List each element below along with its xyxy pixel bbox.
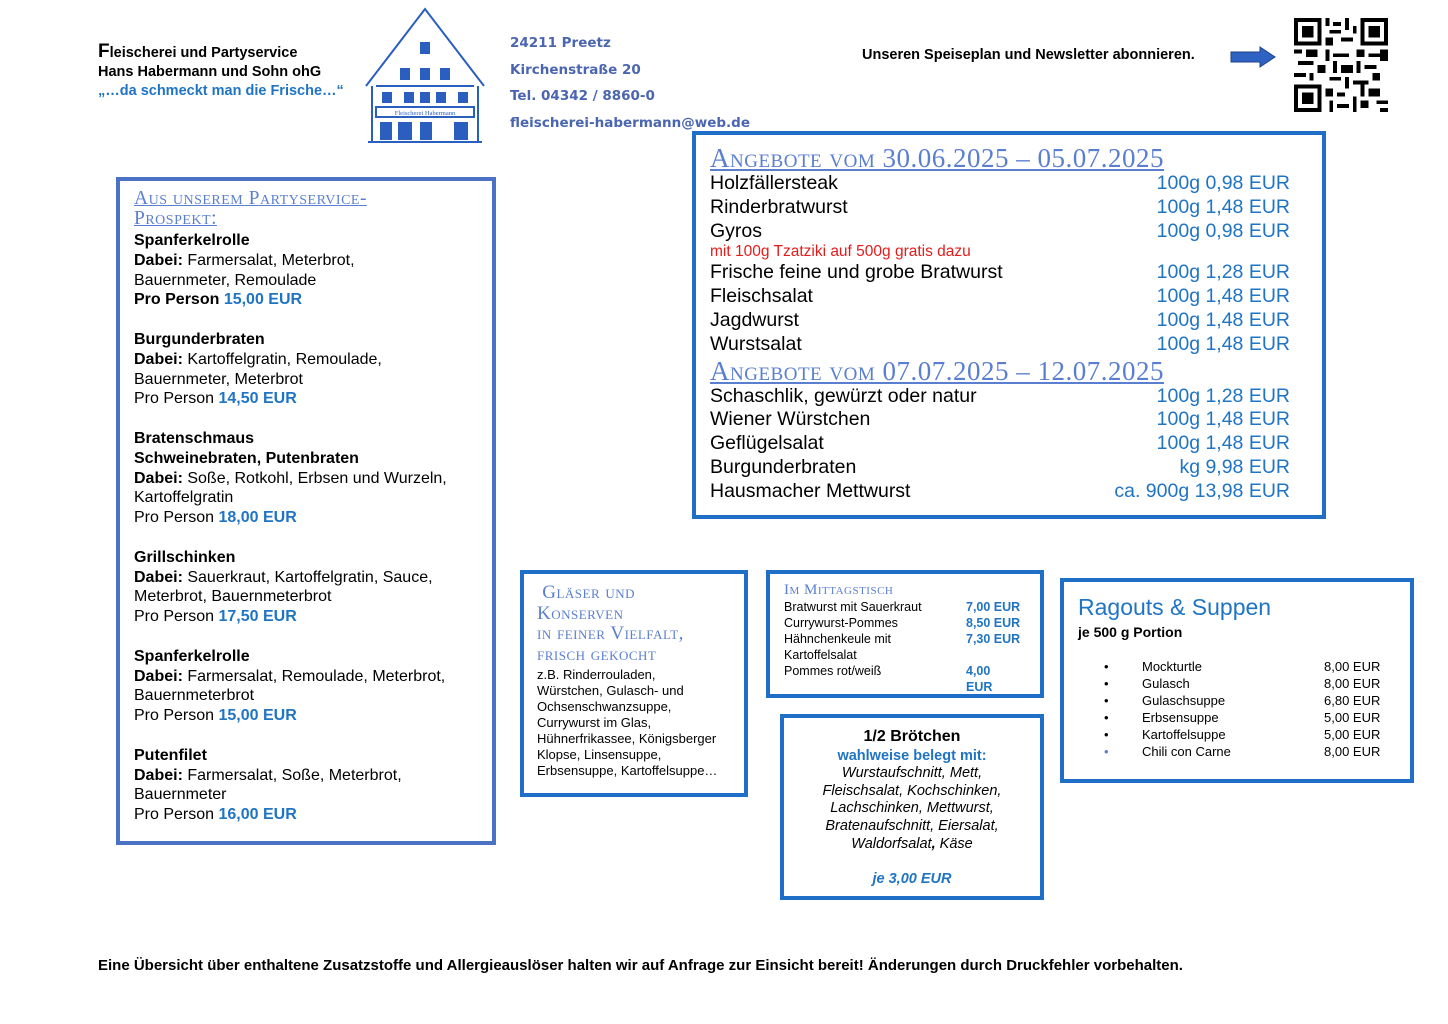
party-item — [134, 647, 484, 726]
offer-row — [710, 480, 1290, 504]
party-dabei-text: Kartoffelgratin, Remoulade, — [182, 350, 382, 368]
party-dabei-text: Soße, Rotkohl, Erbsen und Wurzeln, — [182, 469, 447, 487]
offer-price: 100g 1,48 EUR — [1156, 332, 1290, 355]
mittag-name: Bratwurst mit Sauerkraut — [784, 600, 922, 614]
mittag-row — [784, 615, 1034, 631]
offer-price: 100g 1,48 EUR — [1156, 408, 1290, 431]
offer-price: 100g 0,98 EUR — [1156, 219, 1290, 242]
party-service-box — [116, 177, 496, 845]
party-item — [134, 746, 484, 825]
party-item-name: Putenfilet — [134, 746, 207, 764]
party-item-price: 15,00 EUR — [223, 291, 303, 309]
offers-week1-list — [710, 172, 1290, 243]
ragout-row — [1104, 726, 1394, 743]
party-item — [134, 548, 484, 627]
offer-name: Schaschlik, gewürzt oder natur — [710, 384, 977, 407]
glaeser-text-line: Hühnerfrikassee, Königsberger — [537, 731, 717, 746]
mittag-row — [784, 599, 1034, 615]
party-dabei-text: Farmersalat, Meterbrot, — [182, 251, 355, 269]
party-item-list — [134, 231, 484, 825]
party-item — [134, 429, 484, 528]
party-dabei-label: Dabei: — [134, 350, 183, 368]
ragout-price: 8,00 EUR — [1324, 659, 1381, 674]
mittag-price: 4,00 — [966, 664, 991, 678]
ragout-name: Kartoffelsuppe — [1142, 727, 1226, 742]
shop-sign: Fleischerei Habermann — [394, 110, 456, 117]
mittag-name: Pommes rot/weiß — [784, 664, 882, 678]
glaeser-text-line: z.B. Rinderrouladen, — [537, 667, 656, 682]
contact-zip: 24211 Preetz — [510, 35, 611, 51]
party-dabei-label: Dabei: — [134, 766, 183, 784]
offer-price: kg 9,98 EUR — [1179, 455, 1290, 478]
ragout-name: Chili con Carne — [1142, 744, 1231, 759]
ragout-name: Gulasch — [1142, 676, 1190, 691]
party-item-name: Bratenschmaus — [134, 429, 255, 447]
offer-price: 100g 0,98 EUR — [1156, 172, 1290, 194]
party-item-price: 18,00 EUR — [218, 509, 297, 527]
broetchen-option-line: Lachschinken, Mettwurst, — [830, 800, 994, 817]
party-item-name: Burgunderbraten — [134, 330, 265, 348]
contact-block — [510, 30, 750, 136]
mittag-row — [784, 679, 1034, 695]
bullet-icon: • — [1104, 744, 1109, 759]
mittag-name: Kartoffelsalat — [784, 648, 857, 662]
broetchen-option-line: Wurstaufschnitt, Mett, — [841, 765, 983, 781]
gyros-note: mit 100g Tzatziki auf 500g gratis dazu — [710, 243, 971, 261]
offer-name: Rinderbratwurst — [710, 195, 848, 218]
party-dabei-label: Dabei: — [134, 469, 183, 487]
offer-price: 100g 1,48 EUR — [1156, 308, 1290, 331]
mittag-price: EUR — [966, 680, 993, 694]
party-item-name: Grillschinken — [134, 548, 236, 566]
party-item-dabei — [134, 251, 484, 271]
party-item-dabei-cont: Bauernmeter, Meterbrot — [134, 370, 303, 388]
offer-row — [710, 456, 1290, 480]
mittag-price: 8,50 EUR — [966, 616, 1021, 630]
glaeser-heading-line: Konserven — [537, 602, 624, 624]
contact-phone: Tel. 04342 / 8860-0 — [510, 88, 655, 104]
ragout-row — [1104, 692, 1394, 709]
offer-name: Frische feine und grobe Bratwurst — [710, 261, 1003, 284]
qr-code-icon[interactable] — [1293, 18, 1389, 112]
party-person-label: Pro Person — [134, 291, 220, 309]
party-item-price: 17,50 EUR — [218, 608, 297, 626]
glaeser-text — [537, 667, 743, 779]
offer-row — [710, 261, 1290, 285]
bullet-icon: • — [1104, 727, 1109, 742]
party-item-dabei-cont: Meterbrot, Bauernmeterbrot — [134, 588, 332, 606]
party-item-dabei — [134, 766, 484, 786]
broetchen-options — [784, 765, 1040, 854]
party-dabei-text: Farmersalat, Remoulade, Meterbrot, — [182, 667, 446, 685]
mittag-name: Currywurst-Pommes — [784, 616, 898, 630]
ragout-price: 8,00 EUR — [1324, 744, 1381, 759]
ragouts-title: Ragouts & Suppen — [1078, 594, 1272, 620]
offer-row — [710, 172, 1290, 196]
party-service-content — [134, 189, 484, 845]
glaeser-heading — [537, 583, 743, 665]
party-item-price-line — [134, 607, 484, 627]
offer-row — [710, 385, 1290, 409]
glaeser-heading-line: frisch gekocht — [537, 643, 657, 665]
party-item-dabei — [134, 350, 484, 370]
ragout-name: Erbsensuppe — [1142, 710, 1219, 725]
ragout-row — [1104, 675, 1394, 692]
bullet-icon: • — [1104, 693, 1109, 708]
broetchen-option-line-last — [784, 836, 1040, 854]
offer-row — [710, 285, 1290, 309]
ragout-price: 5,00 EUR — [1324, 727, 1381, 742]
brand-initial: F — [98, 41, 110, 62]
mittag-row — [784, 631, 1034, 647]
glaeser-text-line: Currywurst im Glas, — [537, 715, 652, 730]
party-dabei-label: Dabei: — [134, 568, 183, 586]
offer-name: Fleischsalat — [710, 285, 813, 308]
offer-price: ca. 900g 13,98 EUR — [1114, 479, 1290, 502]
broetchen-option-line: Fleischsalat, Kochschinken, — [822, 782, 1002, 799]
offer-name: Wurstsalat — [710, 332, 802, 355]
brand-line-1-rest: leischerei und Partyservice — [109, 45, 298, 61]
ragout-row — [1104, 743, 1394, 760]
party-dabei-text: Farmersalat, Soße, Meterbrot, — [182, 766, 402, 784]
glaeser-box — [520, 570, 748, 797]
offer-price: 100g 1,48 EUR — [1156, 195, 1290, 218]
broetchen-subtitle: wahlweise belegt mit: — [837, 748, 987, 764]
offer-name: Wiener Würstchen — [710, 408, 871, 431]
arrow-right-icon — [1230, 46, 1276, 68]
broetchen-price: je 3,00 EUR — [872, 870, 952, 887]
party-item-dabei — [134, 667, 484, 687]
party-item-name: Spanferkelrolle — [134, 647, 250, 665]
glaeser-text-line: Erbsensuppe, Kartoffelsuppe… — [537, 763, 718, 778]
contact-email[interactable]: fleischerei-habermann@web.de — [510, 114, 750, 131]
mittag-name — [784, 679, 966, 695]
broetchen-option-b: Käse — [935, 835, 973, 852]
mittag-price: 7,00 EUR — [966, 600, 1021, 614]
offer-name: Burgunderbraten — [710, 455, 857, 478]
party-person-label: Pro Person — [134, 509, 215, 527]
party-item — [134, 231, 484, 310]
offers-content — [710, 144, 1290, 504]
ragouts-subtitle: je 500 g Portion — [1078, 624, 1183, 640]
offer-price: 100g 1,48 EUR — [1156, 285, 1290, 308]
bullet-icon: • — [1104, 676, 1109, 691]
ragout-price: 6,80 EUR — [1324, 693, 1381, 708]
mittag-price: 7,30 EUR — [966, 632, 1021, 646]
mittag-row — [784, 647, 1034, 663]
footer-disclaimer: Eine Übersicht über enthaltene Zusatzstoffe und Allergieauslöser halten wir auf Anfrage zur Einsicht bereit! Änderungen durch Druckfehler vorbehalten. — [98, 957, 1183, 974]
contact-street: Kirchenstraße 20 — [510, 61, 641, 78]
ragouts-list — [1104, 658, 1394, 760]
broetchen-option-line: Bratenaufschnitt, Eiersalat, — [825, 818, 999, 835]
bullet-icon: • — [1104, 659, 1109, 674]
party-dabei-text: Sauerkraut, Kartoffelgratin, Sauce, — [182, 568, 433, 586]
party-person-label: Pro Person — [134, 707, 215, 725]
offer-row — [710, 309, 1290, 333]
broetchen-box — [780, 714, 1044, 900]
party-item-subname: Schweinebraten, Putenbraten — [134, 449, 359, 467]
glaeser-content — [537, 583, 743, 779]
ragout-price: 5,00 EUR — [1324, 710, 1381, 725]
shop-house-icon — [362, 6, 488, 146]
party-item-dabei-cont: Bauernmeterbrot — [134, 687, 255, 705]
party-item-dabei — [134, 568, 484, 588]
ragout-price: 8,00 EUR — [1324, 676, 1381, 691]
glaeser-text-line: Ochsenschwanzsuppe, — [537, 699, 672, 714]
party-item-price-line — [134, 508, 484, 528]
offer-price: 100g 1,28 EUR — [1156, 261, 1290, 284]
offer-price: 100g 1,48 EUR — [1156, 432, 1290, 455]
offer-row — [710, 196, 1290, 220]
glaeser-heading-line: Gläser und — [537, 582, 636, 603]
mittagstisch-box — [766, 570, 1044, 698]
party-item-price-line — [134, 805, 484, 825]
mittagstisch-list — [784, 599, 1034, 695]
offer-row — [710, 432, 1290, 456]
glaeser-text-line: Klopse, Linsensuppe, — [537, 747, 662, 762]
slogan: „…da schmeckt man die Frische…“ — [98, 83, 344, 99]
mittagstisch-heading: Im Mittagstisch — [784, 582, 894, 598]
party-item-price-line — [134, 290, 484, 310]
mittagstisch-content — [784, 582, 1034, 695]
party-item-price: 15,00 EUR — [218, 707, 297, 725]
ragouts-box — [1060, 578, 1414, 783]
offer-price: 100g 1,28 EUR — [1156, 384, 1290, 407]
party-dabei-label: Dabei: — [134, 251, 183, 269]
party-heading — [134, 189, 484, 229]
offer-name: Holzfällersteak — [710, 172, 838, 194]
glaeser-heading-line: in feiner Vielfalt, — [537, 623, 684, 644]
party-item-dabei-cont: Kartoffelgratin — [134, 489, 234, 507]
brand-block — [98, 42, 344, 101]
ragout-name: Gulaschsuppe — [1142, 693, 1226, 708]
ragout-row — [1104, 658, 1394, 675]
party-heading-line-1: Aus unserem Partyservice- — [134, 188, 367, 209]
offer-row — [710, 220, 1290, 244]
ragout-row — [1104, 709, 1394, 726]
party-heading-line-2: Prospekt: — [134, 208, 217, 229]
glaeser-text-line: Würstchen, Gulasch- und — [537, 683, 684, 698]
offer-name: Gyros — [710, 219, 763, 242]
mittag-name: Hähnchenkeule mit — [784, 632, 892, 646]
party-person-label: Pro Person — [134, 608, 215, 626]
party-person-label: Pro Person — [134, 390, 215, 408]
broetchen-option-sep: , — [931, 835, 936, 852]
party-dabei-label: Dabei: — [134, 667, 183, 685]
offer-name: Hausmacher Mettwurst — [710, 479, 911, 502]
party-item-dabei-cont: Bauernmeter — [134, 786, 227, 804]
brand-line-1 — [98, 42, 344, 63]
mittag-row — [784, 663, 1034, 679]
party-item-name: Spanferkelrolle — [134, 232, 250, 249]
party-item-dabei-cont: Bauernmeter, Remoulade — [134, 271, 317, 289]
bullet-icon: • — [1104, 710, 1109, 725]
offer-row — [710, 333, 1290, 357]
offer-name: Jagdwurst — [710, 308, 799, 331]
party-person-label: Pro Person — [134, 806, 215, 824]
offer-row — [710, 408, 1290, 432]
offers-week2-list — [710, 385, 1290, 504]
party-item — [134, 330, 484, 409]
newsletter-text: Unseren Speiseplan und Newsletter abonnieren. — [862, 47, 1195, 63]
broetchen-option-a: Waldorfsalat — [851, 835, 932, 852]
brand-line-2: Hans Habermann und Sohn ohG — [98, 64, 322, 80]
offers-box — [692, 131, 1326, 519]
party-item-dabei — [134, 469, 484, 489]
offers-week1-title: Angebote vom 30.06.2025 – 05.07.2025 — [710, 143, 1164, 173]
offer-name: Geflügelsalat — [710, 432, 824, 455]
broetchen-title: 1/2 Brötchen — [863, 728, 961, 745]
party-item-price-line — [134, 706, 484, 726]
party-item-price: 16,00 EUR — [218, 806, 297, 824]
party-item-price: 14,50 EUR — [218, 390, 297, 408]
offers-week1b-list — [710, 261, 1290, 356]
ragout-name: Mockturtle — [1142, 659, 1202, 674]
offers-week2-title: Angebote vom 07.07.2025 – 12.07.2025 — [710, 355, 1164, 386]
party-item-price-line — [134, 389, 484, 409]
